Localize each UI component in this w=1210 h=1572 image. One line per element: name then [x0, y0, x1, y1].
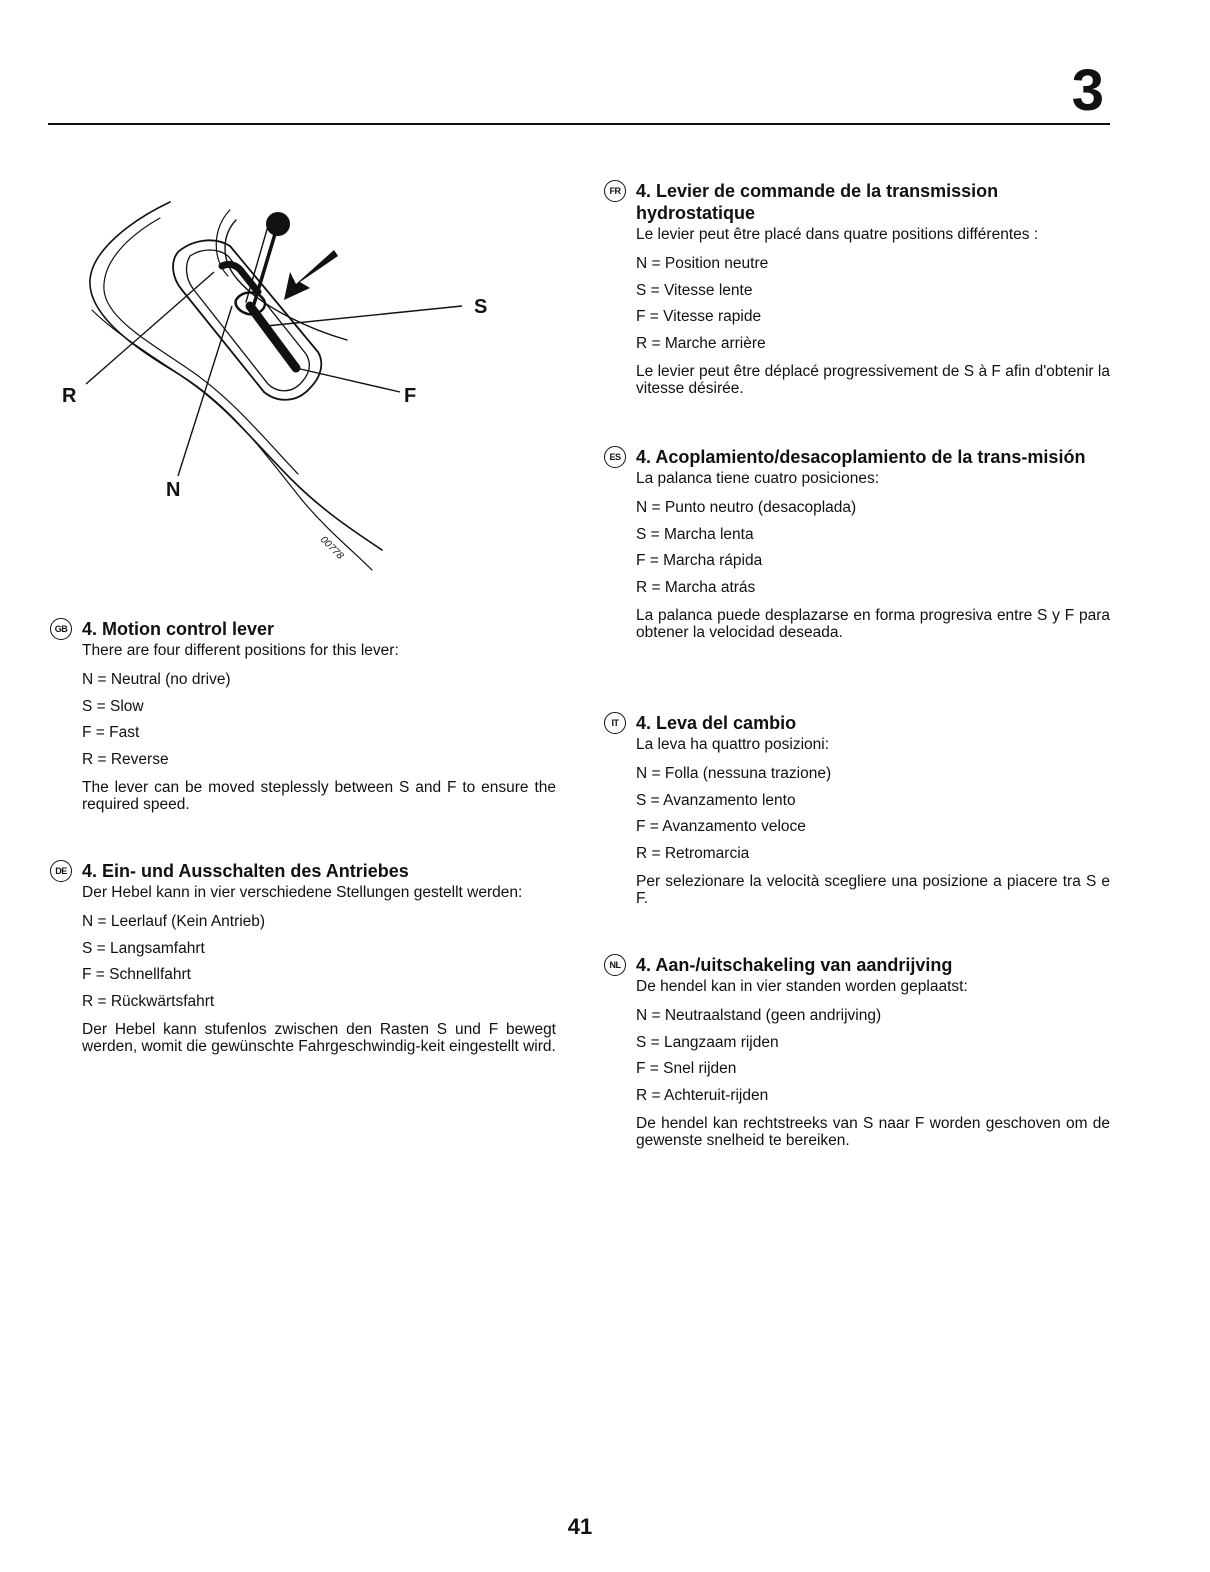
section-fr — [609, 180, 1110, 397]
leader-f — [296, 368, 400, 392]
section-title: 4. Motion control lever — [82, 619, 275, 639]
header-rule — [48, 123, 1110, 125]
section-es — [609, 446, 1110, 641]
section-gb — [54, 618, 556, 813]
section-title: 4. Aan-/uitschakeling van aandrijving — [636, 955, 953, 975]
position-item: F = Vitesse rapide — [636, 308, 762, 325]
section-note: The lever can be moved steplessly between S and F to ensure the required speed. — [82, 779, 556, 813]
section-de — [55, 860, 556, 1055]
position-item: S = Vitesse lente — [636, 281, 753, 299]
lang-badge-fr: FR — [604, 180, 626, 202]
motion-lever-diagram — [52, 180, 512, 580]
arrow-indicator — [284, 250, 338, 300]
section-intro: La palanca tiene cuatro posiciones: — [636, 470, 879, 487]
position-item: R = Retromarcia — [636, 844, 750, 862]
section-it — [611, 712, 1110, 907]
position-item: S = Marcha lenta — [636, 525, 754, 543]
section-intro: La leva ha quattro posizioni: — [636, 736, 830, 753]
section-nl — [609, 954, 1110, 1149]
leader-s — [266, 306, 462, 326]
page-number: 41 — [567, 1514, 593, 1539]
position-item: N = Leerlauf (Kein Antrieb) — [82, 913, 266, 930]
lang-badge-de: DE — [50, 860, 72, 882]
section-note: Per selezionare la velocità scegliere una posizione a piacere tra S e F. — [636, 873, 1110, 907]
leader-n — [178, 306, 232, 476]
section-intro: De hendel kan in vier standen worden geplaatst: — [636, 978, 968, 995]
position-item: S = Langsamfahrt — [82, 939, 205, 957]
position-item: F = Snel rijden — [636, 1060, 737, 1077]
position-item: S = Avanzamento lento — [636, 791, 796, 809]
body-outline-far — [92, 310, 372, 570]
section-title: 4. Ein- und Ausschalten des Antriebes — [82, 861, 409, 881]
diagram-ref-code: 00778 — [317, 534, 346, 562]
position-item: F = Avanzamento veloce — [636, 818, 806, 835]
console-curve — [225, 220, 347, 340]
gate-plate — [173, 240, 321, 399]
position-item: N = Punto neutro (desacoplada) — [636, 499, 857, 516]
position-item: R = Reverse — [82, 750, 169, 768]
lang-badge-it: IT — [604, 712, 626, 734]
lang-badge-es: ES — [604, 446, 626, 468]
section-intro: Der Hebel kann in vier verschiedene Stellungen gestellt werden: — [82, 884, 523, 901]
position-item: S = Slow — [82, 697, 144, 715]
section-note: De hendel kan rechtstreeks van S naar F worden geschoven om de gewenste snelheid te bereiken. — [636, 1115, 1110, 1149]
position-item: R = Marche arrière — [636, 334, 766, 352]
position-item: F = Marcha rápida — [636, 552, 763, 569]
lang-badge-gb: GB — [50, 618, 72, 640]
gate-slot — [250, 306, 296, 368]
label-n: N — [166, 479, 181, 501]
position-item: F = Schnellfahrt — [82, 966, 191, 983]
section-title: 4. Levier de commande de la transmission hydrostatique — [636, 181, 999, 223]
lang-badge-nl: NL — [604, 954, 626, 976]
section-note: La palanca puede desplazarse en forma progresiva entre S y F para obtener la velocidad deseada. — [636, 607, 1110, 641]
position-item: N = Position neutre — [636, 255, 769, 272]
section-title: 4. Leva del cambio — [636, 713, 797, 733]
label-s: S — [474, 296, 488, 318]
position-item: R = Rückwärtsfahrt — [82, 992, 215, 1010]
position-item: N = Folla (nessuna trazione) — [636, 765, 832, 782]
position-item: R = Marcha atrás — [636, 578, 756, 596]
position-item: N = Neutraalstand (geen andrijving) — [636, 1007, 882, 1024]
label-f: F — [404, 385, 417, 407]
position-item: S = Langzaam rijden — [636, 1033, 779, 1051]
leader-r — [86, 272, 214, 384]
label-r: R — [62, 385, 77, 407]
lever-knob — [266, 212, 290, 236]
section-title: 4. Acoplamiento/desacoplamiento de la trans-misión — [636, 447, 1086, 467]
section-note: Der Hebel kann stufenlos zwischen den Rasten S und F bewegt werden, womit die gewünschte Fahrgeschwindig-keit eingestellt wird. — [82, 1021, 556, 1055]
section-note: Le levier peut être déplacé progressivement de S à F afin d'obtenir la vitesse désirée. — [636, 363, 1110, 397]
position-item: R = Achteruit-rijden — [636, 1086, 769, 1104]
section-intro: Le levier peut être placé dans quatre positions différentes : — [636, 226, 1039, 243]
section-intro: There are four different positions for this lever: — [82, 642, 399, 659]
chapter-number: 3 — [1071, 58, 1104, 123]
position-item: N = Neutral (no drive) — [82, 671, 231, 688]
position-item: F = Fast — [82, 724, 140, 741]
